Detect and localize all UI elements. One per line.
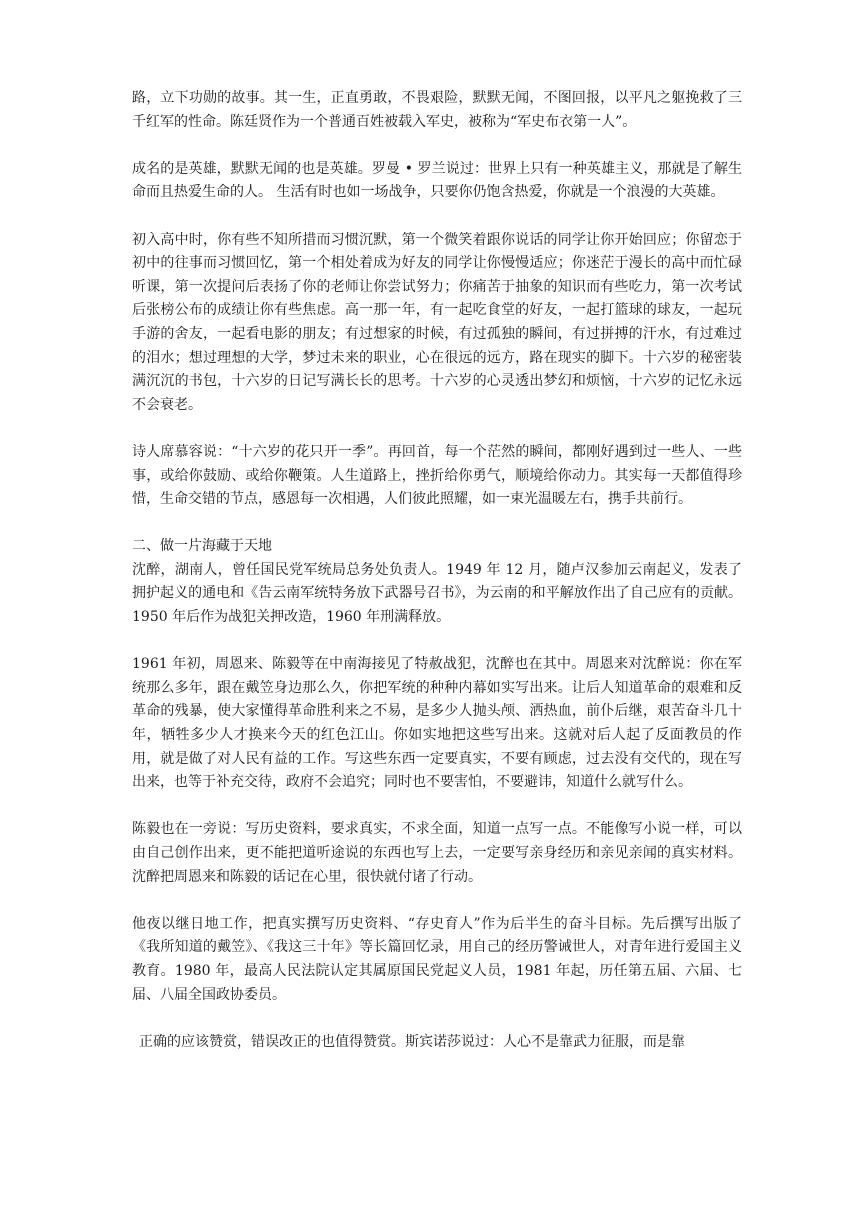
paragraph-chen-yi: 陈毅也在一旁说：写历史资料，要求真实，不求全面，知道一点写一点。不能像写小说一样，可以由自己创作出来，更不能把道听途说的东西也写上去，一定要写亲身经历和亲见亲闻的真实材料。沈醉把周恩来和陈毅的话记在心里，很快就付诸了行动。 xyxy=(132,821,742,885)
paragraph-heroism-quote: 成名的是英雄，默默无闻的也是英雄。罗曼 • 罗兰说过：世界上只有一种英雄主义，那就是了解生命而且热爱生命的人。 生活有时也如一场战争，只要你仍饱含热爱，你就是一个浪漫的大英雄。 xyxy=(132,160,742,201)
paragraph-memoirs: 他夜以继日地工作，把真实撰写历史资料、“存史育人”作为后半生的奋斗目标。先后撰写出版了《我所知道的戴笠》、《我这三十年》等长篇回忆录，用自己的经历警诫世人，对青年进行爱国主义教育。1980 年，最高人民法院认定其属原国民党起义人员，1981 年起，历任第五届、六届、七届、八届全国政协委员。 xyxy=(132,915,742,1003)
paragraph-poet-quote: 诗人席慕容说：“十六岁的花只开一季”。再回首，每一个茫然的瞬间，都刚好遇到过一些人、一些事，或给你鼓励、或给你鞭策。人生道路上，挫折给你勇气，顺境给你动力。其实每一天都值得珍惜，生命交错的节点，感恩每一次相遇，人们彼此照耀，如一束光温暖左右，携手共前行。 xyxy=(132,443,742,508)
paragraph-high-school: 初入高中时，你有些不知所措而习惯沉默，第一个微笑着跟你说话的同学让你开始回应；你留恋于初中的往事而习惯回忆，第一个相处着成为好友的同学让你慢慢适应；你迷茫于漫长的高中而忙碌听课，第一次提问后表扬了你的老师让你尝试努力；你痛苦于抽象的知识而有些吃力，第一次考试后张榜公布的成绩让你有些焦虑。高一那一年，有一起吃食堂的好友，一起打篮球的球友，一起玩手游的舍友，一起看电影的朋友；有过想家的时候，有过孤独的瞬间，有过拼搏的汗水，有过难过的泪水；想过理想的大学，梦过未来的职业，心在很远的远方，路在现实的脚下。十六岁的秘密装满沉沉的书包，十六岁的日记写满长长的思考。十六岁的心灵透出梦幻和烦恼，十六岁的记忆永远不会衰老。 xyxy=(132,231,742,413)
paragraph-shen-zui-intro: 沈醉，湖南人，曾任国民党军统局总务处负责人。1949 年 12 月，随卢汉参加云南起义，发表了拥护起义的通电和《告云南军统特务放下武器号召书》，为云南的和平解放作出了自己应有的贡献。1950 年后作为战犯关押改造，1960 年刑满释放。 xyxy=(132,561,742,626)
paragraph-zhou-enlai: 1961 年初，周恩来、陈毅等在中南海接见了特赦战犯，沈醉也在其中。周恩来对沈醉说：你在军统那么多年，跟在戴笠身边那么久，你把军统的种种内幕如实写出来。让后人知道革命的艰难和反革命的残暴，使大家懂得革命胜利来之不易，是多少人抛头颅、洒热血，前仆后继，艰苦奋斗几十年，牺牲多少人才换来今天的红色江山。你如实地把这些写出来。这就对后人起了反面教员的作用，就是做了对人民有益的工作。写这些东西一定要真实，不要有顾虑，过去没有交代的，现在写出来，也等于补充交待，政府不会追究；同时也不要害怕，不要避讳，知道什么就写什么。 xyxy=(132,656,742,791)
document-page xyxy=(132,87,742,1054)
section-heading: 二、做一片海藏于天地 xyxy=(132,538,272,555)
paragraph-spinoza: 正确的应该赞赏，错误改正的也值得赞赏。斯宾诺莎说过：人心不是靠武力征服，而是靠 xyxy=(139,1033,685,1050)
paragraph-hero-story: 路，立下功勋的故事。其一生，正直勇敢，不畏艰险，默默无闻，不图回报，以平凡之躯挽救了三千红军的性命。陈廷贤作为一个普通百姓被载入军史，被称为“军史布衣第一人”。 xyxy=(132,90,742,130)
